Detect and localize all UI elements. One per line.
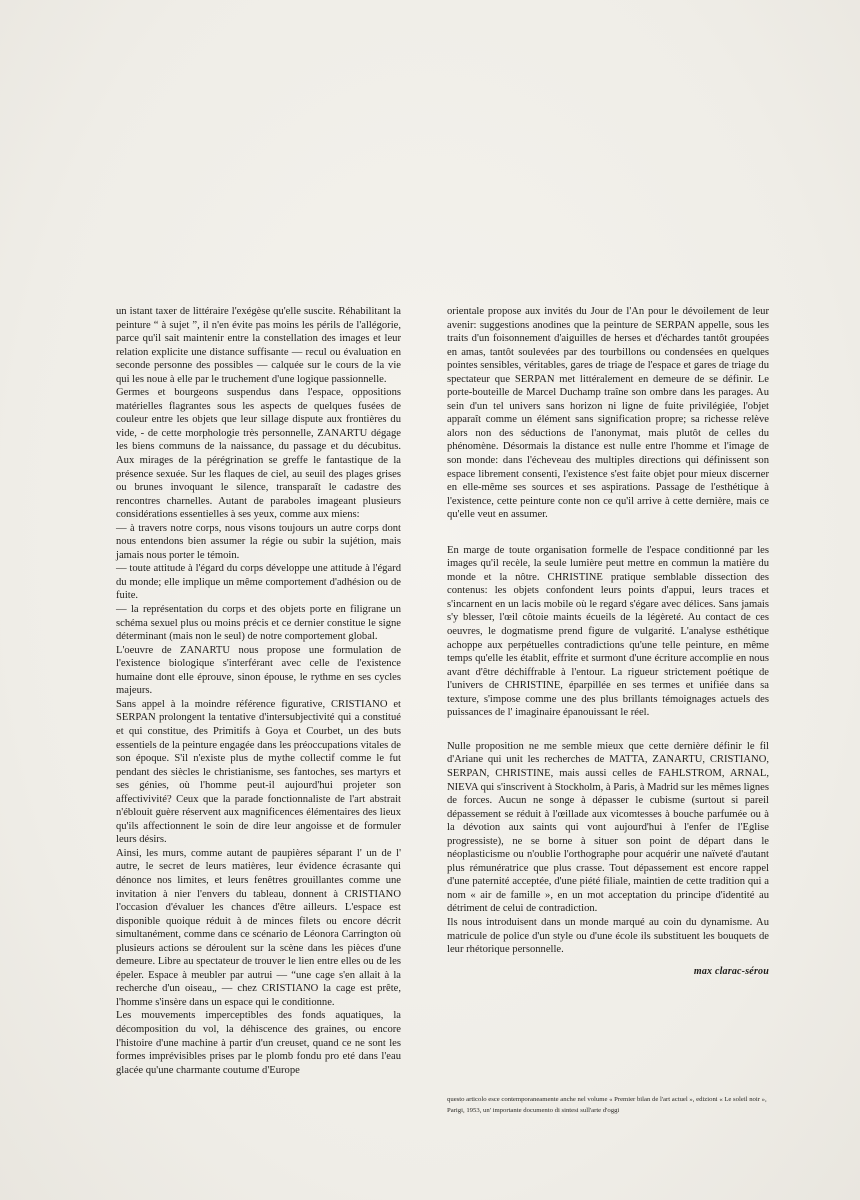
paragraph: Les mouvements imperceptibles des fonds aquatiques, la décomposition du vol, la déhiscence des graines, ou encore l'histoire d'une machine à partir d'un creuset, quand ce ne sont les formes imprévisibles prises par le plomb fondu pro eté dans l'eau glacée qu'une charmante coutume d'Europe [116, 1010, 401, 1076]
paragraph: — à travers notre corps, nous visons toujours un autre corps dont nous entendons bien assumer la régie ou subir la sujétion, mais jamais nous porter le témoin. [116, 522, 401, 561]
paragraph: — toute attitude à l'égard du corps développe une attitude à l'égard du monde; elle implique un même comportement d'adhésion ou de fuite. [116, 563, 401, 602]
paragraph: Ils nous introduisent dans un monde marqué au coin du dynamisme. Au matricule de police d'un style ou d'une école ils substituent les bouquets de leur rhétorique personnelle. [447, 916, 769, 956]
paragraph-gap [447, 720, 769, 740]
paragraph: Ainsi, les murs, comme autant de paupières séparant l' un de l' autre, le secret de leurs matières, leur évidence écrasante qui dénonce nos limites, et leurs fenêtres grouillantes comme une invitation à nier l'envers du tableau, donnent à CRISTIANO l'occasion d'évaluer les chances d'être ailleurs. L'espace est disponible quoique réduit à de minces filets ou encore décrit simultanément, comme dans ce scénario de Léonora Carrington où plusieurs actions se déroulent sur la scène dans les pièces d'une demeure. Libre au spectateur de trouver le lien entre elles ou de les épeler. Espace à meubler par autrui — “une cage s'en allait à la recherche d'un oiseau„ — chez CRISTIANO la cage est prête, l'homme s'insère dans un espace qui le conditionne. [116, 847, 401, 1008]
paragraph: En marge de toute organisation formelle de l'espace conditionné par les images qu'il recèle, la seule lumière peut mettre en commun la matière du monde et la nôtre. CHRISTINE pratique semblable dissection des contenus: les objets confondent leurs points d'appui, leurs traces et s'incarnent en un lacis mobile où le regard s'égare avec délices. Sans jamais s'y blesser, l'œil côtoie maints écueils de la légèreté. Au contact de ces oeuvres, le dogmatisme prend figure de vulgarité. L'analyse esthétique achoppe aux perpétuelles contradictions qu'une telle peinture, en même temps qu'elle les établit, effrite et surmont d'une écriture accomplie en nous avant d'être déchiffrable à l'entour. La rigueur strictement poétique de l'univers de CHRISTINE, éparpillée en ses termes et unifiée dans sa texture, s'impose comme une des plus brillants témoignages actuels des puissances de l' imaginaire épanouissant le réel. [447, 544, 769, 719]
paragraph: orientale propose aux invités du Jour de l'An pour le dévoilement de leur avenir: suggestions anodines que la peinture de SERPAN appelle, sous les traits d'un foisonnement d'aiguilles de herses et d'échardes tantôt groupées en amas, tantôt soulevées par des tourbillons ou condensées en quelques pointes sensibles, véritables, gares de triage de l'espace et gares de triage du spectateur que SERPAN met littéralement en demeure de se définir. Le porte-bouteille de Marcel Duchamp traîne son ombre dans les parages. Au sein d'un tel univers sans horizon ni ligne de fuite privilégiée, l'objet apparaît comme un élément sans signification propre; sa richesse relève alors non des séductions de l'anonymat, mais plutôt de celles du phénomène. Désormais la distance est nulle entre l'homme et l'image de son monde: dans l'écheveau des multiples directions qui définissent son espace librement consenti, l'existence s'est faite objet pour mieux discerner en elle-même ses sources et ses aspirations. Passage de l'esthétique à l'existence, cette peinture conte non ce qu'il arrive à cette dernière, mais ce qu'elle veut en assumer. [447, 306, 769, 521]
left-column [116, 305, 401, 1077]
footnote: questo articolo esce contemporaneamente anche nel volume « Premier bilan de l'art actuel », edizioni « Le soleil noir », Parigi, 1953, un' importante documento di sintesi sull'arte d'oggi [447, 1096, 767, 1114]
paragraph: — la représentation du corps et des objets porte en filigrane un schéma sexuel plus ou moins précis et ce dernier constitue le signe déterminant (mais non le seul) de notre comportement global. [116, 604, 401, 643]
author-signature: max clarac-sérou [693, 965, 769, 977]
right-column [447, 305, 769, 978]
paragraph-gap [447, 522, 769, 544]
paragraph: Germes et bourgeons suspendus dans l'espace, oppositions matérielles flagrantes sous les aspects de quelques fusées de couleur entre les objets que leur sillage dispute aux frontières du vide, - de cette morphologie très personnelle, ZANARTU dégage les biens communs de la naissance, du passage et du décubitus. Aux mirages de la pérégrination se greffe le fantastique de la présence sexuée. Sur les flaques de ciel, au seuil des plages grises ou brunes invoquant le silence, transparaît le cadastre des rencontres charnelles. Autant de paraboles imageant plusieurs considérations essentielles à ses yeux, comme aux miens: [116, 387, 401, 521]
paragraph: Sans appel à la moindre référence figurative, CRISTIANO et SERPAN prolongent la tentative d'intersubjectivité qui a constitué et qui constitue, des Primitifs à Goya et Courbet, un des buts essentiels de la peinture engagée dans les préoccupations vitales de son époque. S'il n'existe plus de mythe collectif comme le fut pendant des siècles le christianisme, ses fantoches, ses martyrs et ses génies, où l'homme peut-il aujourd'hui projeter son affectivivité? Ceux que la parade fonctionnaliste de l'art abstrait n'éblouit guère réservent aux magnificences élémentaires des lieux qu'ils affectionnent le soin de dire leur angoisse et de formuler leurs désirs. [116, 698, 401, 846]
paragraph: Nulle proposition ne me semble mieux que cette dernière définir le fil d'Ariane qui unit les recherches de MATTA, ZANARTU, CRISTIANO, SERPAN, CHRISTINE, mais aussi celles de FAHLSTROM, ARNAL, NIEVA qui s'inscrivent à Stockholm, à Paris, à Madrid sur les mêmes lignes de forces. Aucun ne songe à dépasser le cubisme (surtout si pareil dépassement se réduit à l'œillade aux vicomtesses à bouche parfumée ou à la dévotion aux saints qui vont aujourd'hui à l'enfer de l'Eglise progressiste), ne se borne à situer son point de départ dans le néoplasticisme ou n'oublie l'orthographe pour acquérir une naïveté d'autant plus rémunératrice que plus crasse. Tout dépassement est encore rappel d'une paternité acceptée, d'une piété filiale, maintien de cette tradition qui a nom « air de famille », en un mot acceptation du principe d'identité au détriment de celui de contradiction. [447, 740, 769, 915]
paragraph: L'oeuvre de ZANARTU nous propose une formulation de l'existence biologique s'interférant avec celle de l'existence humaine dont elle éprouve, sinon épouse, le rythme en ses cycles majeurs. [116, 644, 401, 697]
paragraph: un istant taxer de littéraire l'exégèse qu'elle suscite. Réhabilitant la peinture “ à sujet ”, il n'en évite pas moins les périls de l'allégorie, parce qu'il sait maintenir entre la constellation des images et leur relation explicite une distance suffisante — recul ou évaluation en seconde personne des possibles — calquée sur le cours de la vie qui les noue à elle par le truchement d'une logique passionnelle. [116, 306, 401, 385]
